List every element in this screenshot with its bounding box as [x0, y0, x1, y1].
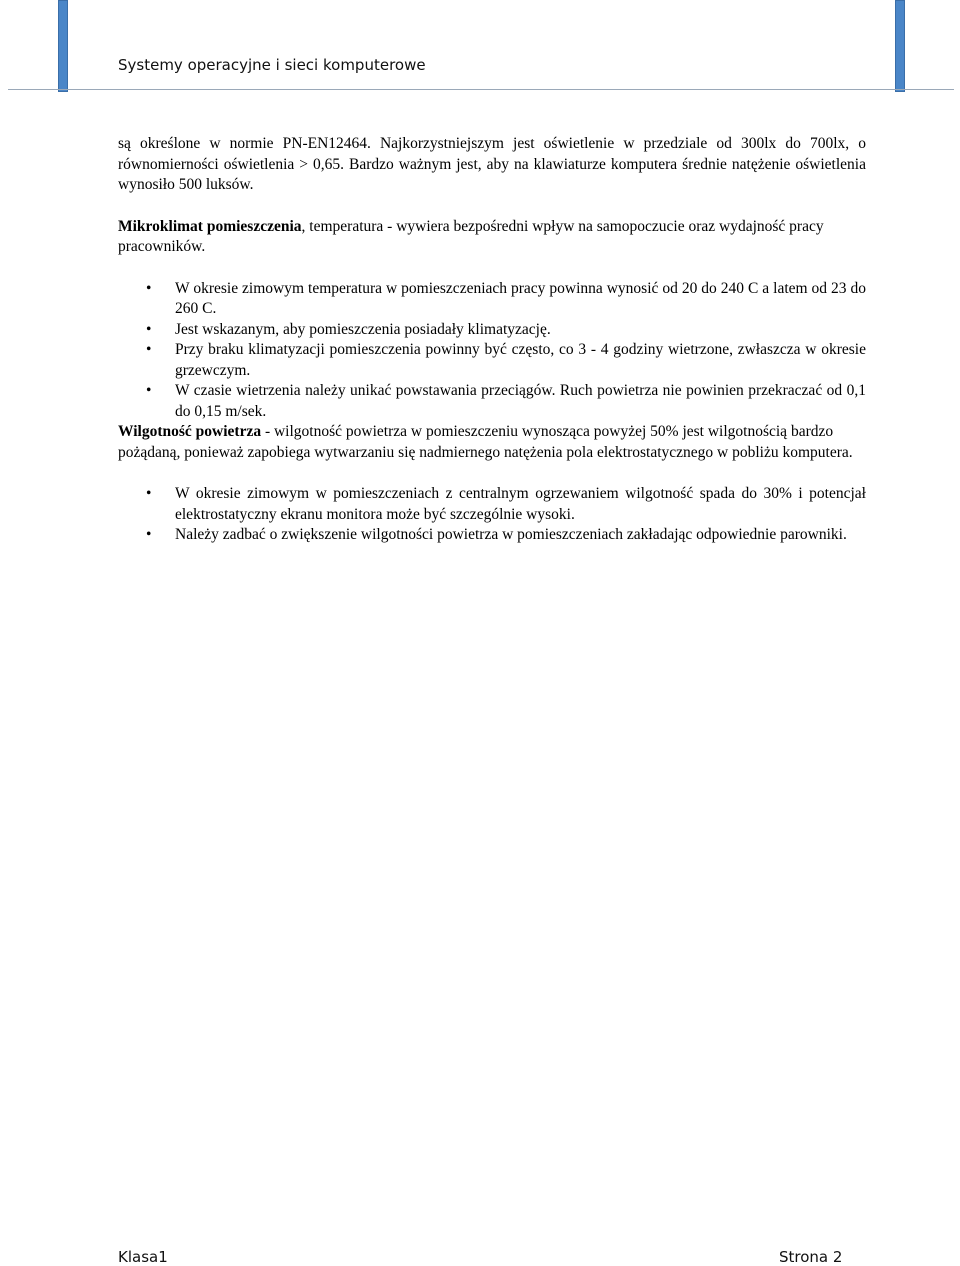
- list-item: • Jest wskazanym, aby pomieszczenia posiadały klimatyzację.: [118, 320, 866, 341]
- mikroklimat-text: , temperatura - wywiera bezpośredni wpływ na samopoczucie oraz wydajność pracy pracowników.: [118, 217, 824, 255]
- mikroklimat-heading: Mikroklimat pomieszczenia: [118, 217, 302, 235]
- header-bar-right: [895, 0, 905, 92]
- page-content: [118, 134, 866, 546]
- header-divider: [8, 89, 954, 90]
- mikroklimat-paragraph: [118, 217, 866, 258]
- list-item: • Należy zadbać o zwiększenie wilgotności powietrza w pomieszczeniach zakładając odpowiednie parowniki.: [118, 525, 866, 546]
- list-item: • W okresie zimowym w pomieszczeniach z centralnym ogrzewaniem wilgotność spada do 30% i potencjał elektrostatyczny ekranu monitora może być szczególnie wysoki.: [118, 484, 866, 525]
- humidity-list: [118, 484, 866, 546]
- list-item: • W czasie wietrzenia należy unikać powstawania przeciągów. Ruch powietrza nie powinien przekraczać od 0,1 do 0,15 m/sek.: [118, 381, 866, 422]
- wilgotnosc-paragraph: [118, 422, 866, 463]
- header-title: Systemy operacyjne i sieci komputerowe: [118, 56, 426, 74]
- list-item: • Przy braku klimatyzacji pomieszczenia powinny być często, co 3 - 4 godziny wietrzone, zwłaszcza w okresie grzewczym.: [118, 340, 866, 381]
- header-bar-left: [58, 0, 68, 92]
- intro-paragraph: są określone w normie PN-EN12464. Najkorzystniejszym jest oświetlenie w przedziale od 300lx do 700lx, o równomierności oświetlenia > 0,65. Bardzo ważnym jest, aby na klawiaturze komputera średnie natężenie oświetlenia wynosiło 500 luksów.: [118, 135, 866, 193]
- footer-page-number: Strona 2: [779, 1248, 843, 1266]
- temperature-list: [118, 279, 866, 423]
- wilgotnosc-heading: Wilgotność powietrza: [118, 423, 262, 440]
- footer-class-label: Klasa1: [118, 1248, 168, 1266]
- list-item: • W okresie zimowym temperatura w pomieszczeniach pracy powinna wynosić od 20 do 240 C a latem od 23 do 260 C.: [118, 279, 866, 320]
- wilgotnosc-text: - wilgotność powietrza w pomieszczeniu wynosząca powyżej 50% jest wilgotnością bardzo pożądaną, ponieważ zapobiega wytwarzaniu się nadmiernego natężenia pola elektrostatycznego w pobliżu komputera.: [118, 423, 853, 461]
